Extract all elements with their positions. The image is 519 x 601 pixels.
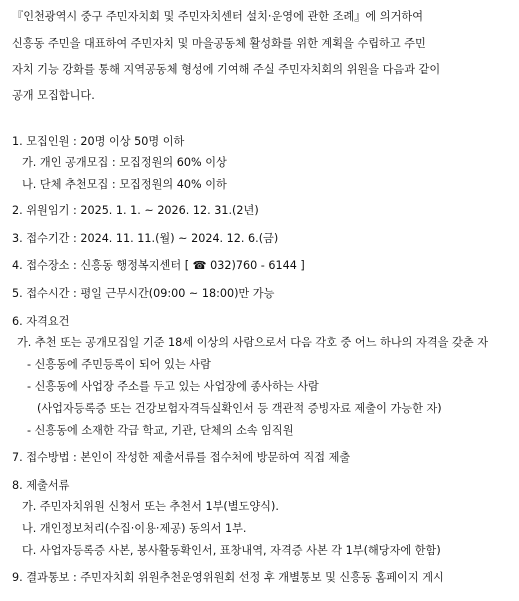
intro-line-3: 자치 기능 강화를 통해 지역공동체 형성에 기여해 주실 주민자치회의 위원을 다음과 같이 <box>12 63 441 76</box>
item-6-bullet-1: - 신흥동에 주민등록이 되어 있는 사람 <box>27 358 211 371</box>
item-8c: 다. 사업자등록증 사본, 봉사활동확인서, 표창내역, 자격증 사본 각 1부(해당자에 한함) <box>22 544 441 557</box>
item-4-place: 4. 접수장소 : 신흥동 행정복지센터 [ ☎ 032)760 - 6144 ] <box>12 259 305 272</box>
item-8b: 나. 개인정보처리(수집·이용·제공) 동의서 1부. <box>22 522 247 535</box>
item-8-documents: 8. 제출서류 <box>12 479 70 492</box>
item-5-hours: 5. 접수시간 : 평일 근무시간(09:00 ~ 18:00)만 가능 <box>12 287 275 300</box>
intro-line-2: 신흥동 주민을 대표하여 주민자치 및 마을공동체 활성화를 위한 계획을 수립하고 주민 <box>12 37 426 50</box>
item-3-period: 3. 접수기간 : 2024. 11. 11.(월) ~ 2024. 12. 6.(금) <box>12 232 279 245</box>
item-1-recruit-count: 1. 모집인원 : 20명 이상 50명 이하 <box>12 135 185 148</box>
item-1b-group: 나. 단체 추천모집 : 모집정원의 40% 이하 <box>22 178 227 191</box>
item-6a-criteria: 가. 추천 또는 공개모집일 기준 18세 이상의 사람으로서 다음 각호 중 어느 하나의 자격을 갖춘 자 <box>17 336 489 349</box>
item-6-bullet-3: - 신흥동에 소재한 각급 학교, 기관, 단체의 소속 임직원 <box>27 424 294 437</box>
item-6-bullet-2: - 신흥동에 사업장 주소를 두고 있는 사업장에 종사하는 사람 <box>27 380 319 393</box>
item-6-bullet-2-note: (사업자등록증 또는 건강보험자격득실확인서 등 객관적 증빙자료 제출이 가능한 자) <box>37 402 442 415</box>
intro-line-1: 『인천광역시 중구 주민자치회 및 주민자치센터 설치·운영에 관한 조례』에 의거하여 <box>12 10 424 23</box>
item-1a-public: 가. 개인 공개모집 : 모집정원의 60% 이상 <box>22 156 227 169</box>
item-6-qualification: 6. 자격요건 <box>12 315 70 328</box>
item-7-method: 7. 접수방법 : 본인이 작성한 제출서류를 접수처에 방문하여 직접 제출 <box>12 451 351 464</box>
item-2-term: 2. 위원임기 : 2025. 1. 1. ~ 2026. 12. 31.(2년) <box>12 204 259 217</box>
item-9-notice: 9. 결과통보 : 주민자치회 위원추천운영위원회 선정 후 개별통보 및 신흥동 홈페이지 게시 <box>12 571 444 584</box>
item-8a: 가. 주민자치위원 신청서 또는 추천서 1부(별도양식). <box>22 500 279 513</box>
intro-line-4: 공개 모집합니다. <box>12 89 95 102</box>
